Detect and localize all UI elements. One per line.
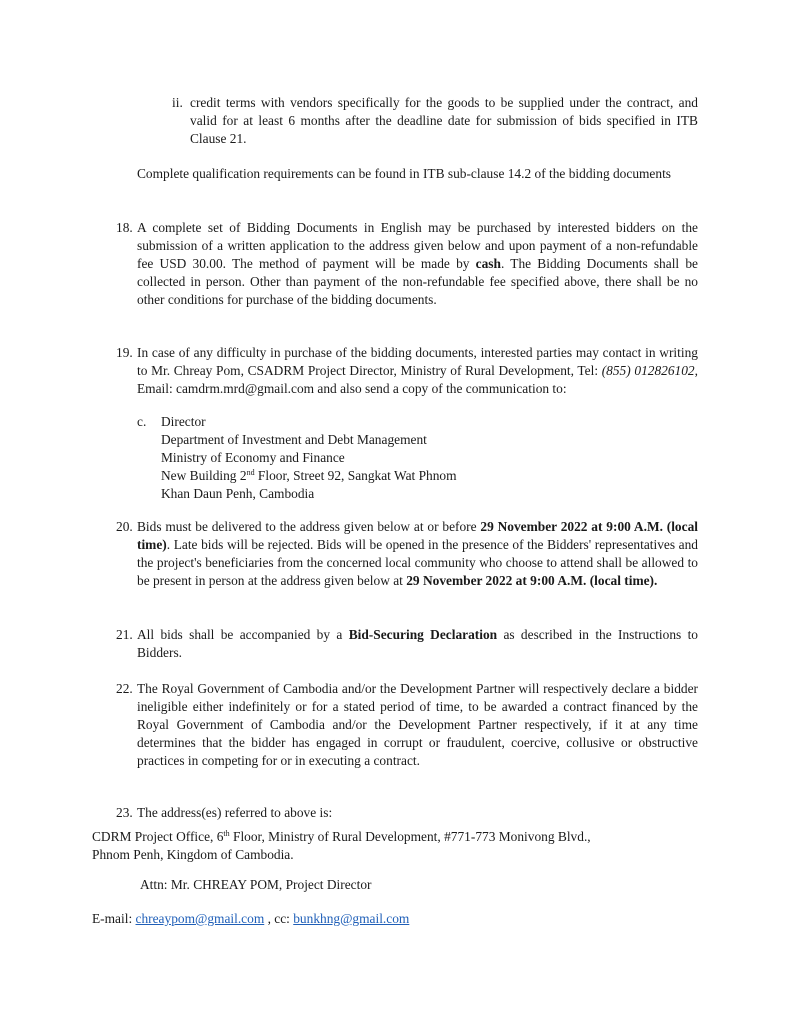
clause-19-text xyxy=(137,344,698,398)
clause-ii-body: credit terms with vendors specifically for the goods to be supplied under the contract, and valid for at least 6 months after the deadline date for submission of bids specified in ITB Clause 21. xyxy=(190,95,698,146)
office-line-1-post: Floor, Ministry of Rural Development, #771-773 Monivong Blvd., xyxy=(229,829,591,844)
building-sup: nd xyxy=(246,468,255,477)
office-address xyxy=(92,828,591,864)
email-link-chreaypom[interactable]: chreaypom@gmail.com xyxy=(135,911,265,926)
office-line-2: Phnom Penh, Kingdom of Cambodia. xyxy=(92,847,294,862)
clause-20-text-b: . Late bids will be rejected. Bids will be opened in the presence of the Bidders' representatives and the project's beneficiaries from the concerned local community who choose to attend shall be allowed to be present in person at the address given below at xyxy=(137,537,698,588)
clause-21-bid-securing: Bid-Securing Declaration xyxy=(348,627,498,642)
clause-19-text-b: , Email: camdrm.mrd@gmail.com and also send a copy of the communication to: xyxy=(137,363,698,396)
clause-ii-text xyxy=(190,94,698,148)
clause-23-text: The address(es) referred to above is: xyxy=(137,805,333,820)
building-post: Floor, Street 92, Sangkat Wat Phnom xyxy=(254,468,457,483)
clause-18-text-a: A complete set of Bidding Documents in English may be purchased by interested bidders on the submission of a written application to the address given below and upon payment of a non-refundable fee USD 30.00. The method of payment will be made by xyxy=(137,220,698,271)
copy-recipient-address xyxy=(161,413,457,503)
clause-19-text-a: In case of any difficulty in purchase of the bidding documents, interested parties may contact in writing to Mr. Chreay Pom, CSADRM Project Director, Ministry of Rural Development, Tel: xyxy=(137,345,698,378)
building-pre: New Building 2 xyxy=(161,468,247,483)
email-link-bunkhng[interactable]: bunkhng@gmail.com xyxy=(293,911,410,926)
clause-21-text xyxy=(137,626,698,662)
clause-20-deadline-1: 29 November 2022 at 9:00 A.M. (local time) xyxy=(137,519,698,552)
clause-18-number: 18. xyxy=(116,220,133,235)
office-line-1-sup: th xyxy=(223,829,230,838)
attention-line: Attn: Mr. CHREAY POM, Project Director xyxy=(140,877,372,892)
address-line-ministry: Ministry of Economy and Finance xyxy=(161,450,345,465)
address-line-khan: Khan Daun Penh, Cambodia xyxy=(161,486,315,501)
clause-20-text xyxy=(137,518,698,590)
office-line-1-pre: CDRM Project Office, 6 xyxy=(92,829,224,844)
clause-19-sub-marker: c. xyxy=(137,414,147,429)
office-line-1 xyxy=(92,828,591,846)
cc-label: , cc: xyxy=(264,911,294,926)
clause-22-number: 22. xyxy=(116,681,133,696)
clause-18-text xyxy=(137,219,698,309)
address-line-building xyxy=(161,467,457,485)
clause-20-deadline-2: 29 November 2022 at 9:00 A.M. (local time). xyxy=(406,573,658,588)
clause-21-text-b: as described in the Instructions to Bidders. xyxy=(137,627,698,660)
clause-18-cash: cash xyxy=(475,256,501,271)
email-label: E-mail: xyxy=(92,911,136,926)
clause-18-text-b: . The Bidding Documents shall be collected in person. Other than payment of the non-refundable fee specified above, there shall be no other conditions for purchase of the bidding documents. xyxy=(137,256,698,307)
clause-19-tel: (855) 012826102 xyxy=(601,363,695,378)
clause-20-text-a: Bids must be delivered to the address given below at or before xyxy=(137,519,481,534)
clause-23-number: 23. xyxy=(116,805,133,820)
clause-ii-marker: ii. xyxy=(172,95,183,110)
qualification-note: Complete qualification requirements can be found in ITB sub-clause 14.2 of the bidding documents xyxy=(137,166,672,181)
address-line-department: Department of Investment and Debt Management xyxy=(161,432,427,447)
clause-22-text: The Royal Government of Cambodia and/or the Development Partner will respectively declare a bidder ineligible either indefinitely or for a stated period of time, to be awarded a contract financed by the Royal Government of Cambodia and/or the Development Partner respectively, if it at any time determines that the bidder has engaged in corrupt or fraudulent, coercive, collusive or obstructive practices in competing for or in executing a contract. xyxy=(137,681,698,768)
clause-20-number: 20. xyxy=(116,519,133,534)
address-line-director: Director xyxy=(161,414,206,429)
clause-19-number: 19. xyxy=(116,345,133,360)
clause-21-text-a: All bids shall be accompanied by a xyxy=(137,627,349,642)
email-line xyxy=(92,910,409,928)
clause-21-number: 21. xyxy=(116,627,133,642)
